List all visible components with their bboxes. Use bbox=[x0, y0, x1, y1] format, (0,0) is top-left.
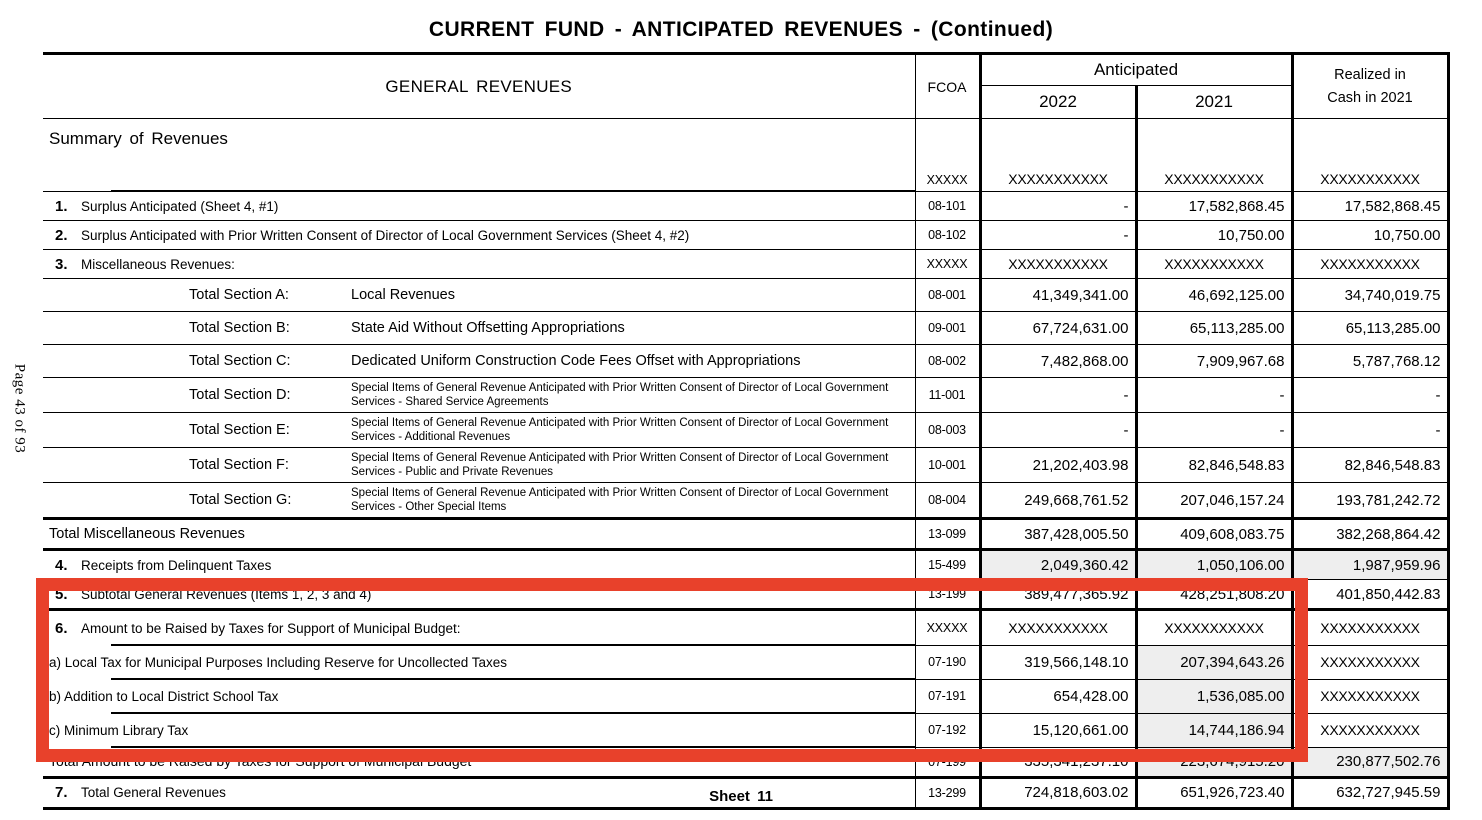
section-g-2022: 249,668,761.52 bbox=[980, 483, 1136, 519]
header-year-2021: 2021 bbox=[1136, 86, 1292, 119]
row-3-label-cell bbox=[43, 250, 915, 279]
table-row-addition-school-tax bbox=[43, 679, 1448, 713]
row-1-fcoa: 08-101 bbox=[915, 192, 980, 221]
section-d-label: Total Section D: bbox=[189, 387, 291, 403]
table-row-section-c bbox=[43, 345, 1448, 378]
anticipated-revenues-table bbox=[43, 52, 1450, 810]
section-d-label-cell bbox=[43, 378, 915, 413]
section-e-label-cell bbox=[43, 413, 915, 448]
section-e-2022: - bbox=[980, 413, 1136, 448]
row-2-realized: 10,750.00 bbox=[1292, 221, 1448, 250]
row-6b-label: b) Addition to Local District School Tax bbox=[43, 679, 915, 713]
row-4-number: 4. bbox=[55, 556, 68, 574]
row-5-realized: 401,850,442.83 bbox=[1292, 580, 1448, 610]
page-number-label: Page 43 of 93 bbox=[11, 363, 28, 454]
row-2-label: Surplus Anticipated with Prior Written Consent of Director of Local Government Services (Sheet 4, #2) bbox=[81, 227, 690, 243]
row-6-total-2022: 335,341,237.10 bbox=[980, 747, 1136, 777]
section-f-realized: 82,846,548.83 bbox=[1292, 448, 1448, 483]
row-3-realized: XXXXXXXXXXX bbox=[1292, 250, 1448, 279]
row-6-2022: XXXXXXXXXXX bbox=[980, 610, 1136, 646]
section-g-label: Total Section G: bbox=[189, 492, 292, 508]
section-g-fcoa: 08-004 bbox=[915, 483, 980, 519]
table-row-section-f bbox=[43, 448, 1448, 483]
row-6b-fcoa: 07-191 bbox=[915, 679, 980, 713]
section-b-label-cell bbox=[43, 312, 915, 345]
summary-of-revenues-row bbox=[43, 119, 1448, 192]
row-5-fcoa: 13-199 bbox=[915, 580, 980, 610]
table-row-section-g bbox=[43, 483, 1448, 519]
table-row-section-a bbox=[43, 279, 1448, 312]
row-6c-2021: 14,744,186.94 bbox=[1136, 713, 1292, 747]
section-e-label: Total Section E: bbox=[189, 422, 290, 438]
row-7-2022: 724,818,603.02 bbox=[980, 777, 1136, 808]
section-g-2021: 207,046,157.24 bbox=[1136, 483, 1292, 519]
section-a-fcoa: 08-001 bbox=[915, 279, 980, 312]
row-3-number: 3. bbox=[55, 255, 68, 273]
row-6c-label: c) Minimum Library Tax bbox=[43, 713, 915, 747]
section-c-label: Total Section C: bbox=[189, 353, 291, 369]
section-a-desc: Local Revenues bbox=[351, 287, 455, 303]
table-row-surplus-anticipated bbox=[43, 192, 1448, 221]
table-row-section-e bbox=[43, 413, 1448, 448]
row-6c-realized: XXXXXXXXXXX bbox=[1292, 713, 1448, 747]
row-4-2022: 2,049,360.42 bbox=[980, 550, 1136, 580]
row-6-total-fcoa: 07-199 bbox=[915, 747, 980, 777]
section-d-2021: - bbox=[1136, 378, 1292, 413]
row-6a-fcoa: 07-190 bbox=[915, 645, 980, 679]
row-1-number: 1. bbox=[55, 197, 68, 215]
row-6a-2022: 319,566,148.10 bbox=[980, 645, 1136, 679]
section-a-label-cell bbox=[43, 279, 915, 312]
section-e-realized: - bbox=[1292, 413, 1448, 448]
section-a-2022: 41,349,341.00 bbox=[980, 279, 1136, 312]
total-misc-2021: 409,608,083.75 bbox=[1136, 519, 1292, 550]
section-c-realized: 5,787,768.12 bbox=[1292, 345, 1448, 378]
section-b-2022: 67,724,631.00 bbox=[980, 312, 1136, 345]
section-d-2022: - bbox=[980, 378, 1136, 413]
row-5-2022: 389,477,365.92 bbox=[980, 580, 1136, 610]
section-f-label: Total Section F: bbox=[189, 457, 289, 473]
table-row-local-tax-municipal bbox=[43, 645, 1448, 679]
row-2-2021: 10,750.00 bbox=[1136, 221, 1292, 250]
row-6-label: Amount to be Raised by Taxes for Support of Municipal Budget: bbox=[81, 620, 461, 636]
section-g-label-cell bbox=[43, 483, 915, 519]
section-c-2021: 7,909,967.68 bbox=[1136, 345, 1292, 378]
row-2-label-cell bbox=[43, 221, 915, 250]
row-6b-2022: 654,428.00 bbox=[980, 679, 1136, 713]
row-6-2021: XXXXXXXXXXX bbox=[1136, 610, 1292, 646]
table-row-receipts-delinquent-taxes bbox=[43, 550, 1448, 580]
row-6-label-cell bbox=[43, 610, 915, 646]
row-7-realized: 632,727,945.59 bbox=[1292, 777, 1448, 808]
summary-x-2021: XXXXXXXXXXX bbox=[1136, 119, 1292, 192]
table-row-section-b bbox=[43, 312, 1448, 345]
section-d-realized: - bbox=[1292, 378, 1448, 413]
row-5-2021: 428,251,808.20 bbox=[1136, 580, 1292, 610]
table-row-miscellaneous-revenues bbox=[43, 250, 1448, 279]
section-e-desc: Special Items of General Revenue Anticipated with Prior Written Consent of Director of Local Government Services - Additional Revenues bbox=[351, 416, 889, 443]
section-d-desc: Special Items of General Revenue Anticipated with Prior Written Consent of Director of Local Government Services - Shared Service Agreements bbox=[351, 381, 889, 408]
row-3-2021: XXXXXXXXXXX bbox=[1136, 250, 1292, 279]
header-year-2022: 2022 bbox=[980, 86, 1136, 119]
header-realized-line2: Cash in 2021 bbox=[1327, 89, 1413, 106]
table-row-total-miscellaneous bbox=[43, 519, 1448, 550]
section-f-2021: 82,846,548.83 bbox=[1136, 448, 1292, 483]
header-realized-in-cash bbox=[1292, 54, 1448, 119]
row-6-total-2021: 223,674,915.20 bbox=[1136, 747, 1292, 777]
row-6a-2021: 207,394,643.26 bbox=[1136, 645, 1292, 679]
section-c-fcoa: 08-002 bbox=[915, 345, 980, 378]
row-5-number: 5. bbox=[55, 585, 68, 603]
table-row-section-d bbox=[43, 378, 1448, 413]
sheet-footer-label: Sheet 11 bbox=[709, 788, 773, 805]
summary-heading: Summary of Revenues bbox=[43, 119, 915, 192]
row-6-fcoa: XXXXX bbox=[915, 610, 980, 646]
row-4-2021: 1,050,106.00 bbox=[1136, 550, 1292, 580]
row-2-fcoa: 08-102 bbox=[915, 221, 980, 250]
section-c-desc: Dedicated Uniform Construction Code Fees Offset with Appropriations bbox=[351, 353, 801, 369]
section-a-realized: 34,740,019.75 bbox=[1292, 279, 1448, 312]
table-row-total-amount-raised bbox=[43, 747, 1448, 777]
section-b-fcoa: 09-001 bbox=[915, 312, 980, 345]
row-6b-2021: 1,536,085.00 bbox=[1136, 679, 1292, 713]
row-2-number: 2. bbox=[55, 226, 68, 244]
row-6-number: 6. bbox=[55, 619, 68, 637]
row-4-fcoa: 15-499 bbox=[915, 550, 980, 580]
section-d-fcoa: 11-001 bbox=[915, 378, 980, 413]
table-row-minimum-library-tax bbox=[43, 713, 1448, 747]
row-7-label: Total General Revenues bbox=[81, 785, 226, 800]
row-4-label: Receipts from Delinquent Taxes bbox=[81, 557, 272, 573]
row-6-realized: XXXXXXXXXXX bbox=[1292, 610, 1448, 646]
total-misc-label: Total Miscellaneous Revenues bbox=[43, 519, 915, 550]
row-1-label: Surplus Anticipated (Sheet 4, #1) bbox=[81, 198, 279, 214]
table-row-surplus-prior-consent bbox=[43, 221, 1448, 250]
section-b-2021: 65,113,285.00 bbox=[1136, 312, 1292, 345]
row-2-2022: - bbox=[980, 221, 1136, 250]
row-6c-2022: 15,120,661.00 bbox=[980, 713, 1136, 747]
row-4-label-cell bbox=[43, 550, 915, 580]
row-7-fcoa: 13-299 bbox=[915, 777, 980, 808]
row-5-label: Subtotal General Revenues (Items 1, 2, 3 and 4) bbox=[81, 586, 372, 602]
header-realized-line1: Realized in bbox=[1334, 67, 1406, 84]
section-a-2021: 46,692,125.00 bbox=[1136, 279, 1292, 312]
row-6a-label: a) Local Tax for Municipal Purposes Including Reserve for Uncollected Taxes bbox=[43, 645, 915, 679]
section-b-realized: 65,113,285.00 bbox=[1292, 312, 1448, 345]
row-1-realized: 17,582,868.45 bbox=[1292, 192, 1448, 221]
row-6c-fcoa: 07-192 bbox=[915, 713, 980, 747]
summary-x-realized: XXXXXXXXXXX bbox=[1292, 119, 1448, 192]
summary-fcoa: XXXXX bbox=[915, 119, 980, 192]
section-f-2022: 21,202,403.98 bbox=[980, 448, 1136, 483]
row-6-total-realized: 230,877,502.76 bbox=[1292, 747, 1448, 777]
row-7-number: 7. bbox=[55, 784, 68, 801]
page-title: CURRENT FUND - ANTICIPATED REVENUES - (Continued) bbox=[428, 18, 1054, 41]
section-b-desc: State Aid Without Offsetting Appropriations bbox=[351, 320, 625, 336]
section-f-desc: Special Items of General Revenue Anticipated with Prior Written Consent of Director of Local Government Services - Public and Private Revenues bbox=[351, 451, 889, 478]
table-row-amount-raised-by-taxes bbox=[43, 610, 1448, 646]
row-1-2021: 17,582,868.45 bbox=[1136, 192, 1292, 221]
section-b-label: Total Section B: bbox=[189, 320, 290, 336]
row-6a-realized: XXXXXXXXXXX bbox=[1292, 645, 1448, 679]
summary-x-2022: XXXXXXXXXXX bbox=[980, 119, 1136, 192]
section-c-label-cell bbox=[43, 345, 915, 378]
section-g-realized: 193,781,242.72 bbox=[1292, 483, 1448, 519]
table-row-subtotal-general-revenues bbox=[43, 580, 1448, 610]
section-g-desc: Special Items of General Revenue Anticipated with Prior Written Consent of Director of Local Government Services - Other Special Items bbox=[351, 486, 889, 513]
row-1-label-cell bbox=[43, 192, 915, 221]
table-header-row-1 bbox=[43, 54, 1448, 86]
section-a-label: Total Section A: bbox=[189, 287, 289, 303]
budget-table-container bbox=[43, 52, 1448, 810]
row-3-fcoa: XXXXX bbox=[915, 250, 980, 279]
row-6b-realized: XXXXXXXXXXX bbox=[1292, 679, 1448, 713]
section-f-fcoa: 10-001 bbox=[915, 448, 980, 483]
header-fcoa: FCOA bbox=[915, 54, 980, 119]
row-1-2022: - bbox=[980, 192, 1136, 221]
section-e-2021: - bbox=[1136, 413, 1292, 448]
row-4-realized: 1,987,959.96 bbox=[1292, 550, 1448, 580]
total-misc-2022: 387,428,005.50 bbox=[980, 519, 1136, 550]
header-anticipated: Anticipated bbox=[980, 54, 1292, 86]
section-e-fcoa: 08-003 bbox=[915, 413, 980, 448]
total-misc-fcoa: 13-099 bbox=[915, 519, 980, 550]
header-general-revenues: GENERAL REVENUES bbox=[43, 54, 915, 119]
row-7-2021: 651,926,723.40 bbox=[1136, 777, 1292, 808]
row-3-label: Miscellaneous Revenues: bbox=[81, 256, 235, 272]
section-f-label-cell bbox=[43, 448, 915, 483]
total-misc-realized: 382,268,864.42 bbox=[1292, 519, 1448, 550]
row-6-total-label: Total Amount to be Raised by Taxes for Support of Municipal Budget bbox=[43, 747, 915, 777]
section-c-2022: 7,482,868.00 bbox=[980, 345, 1136, 378]
row-3-2022: XXXXXXXXXXX bbox=[980, 250, 1136, 279]
row-5-label-cell bbox=[43, 580, 915, 610]
